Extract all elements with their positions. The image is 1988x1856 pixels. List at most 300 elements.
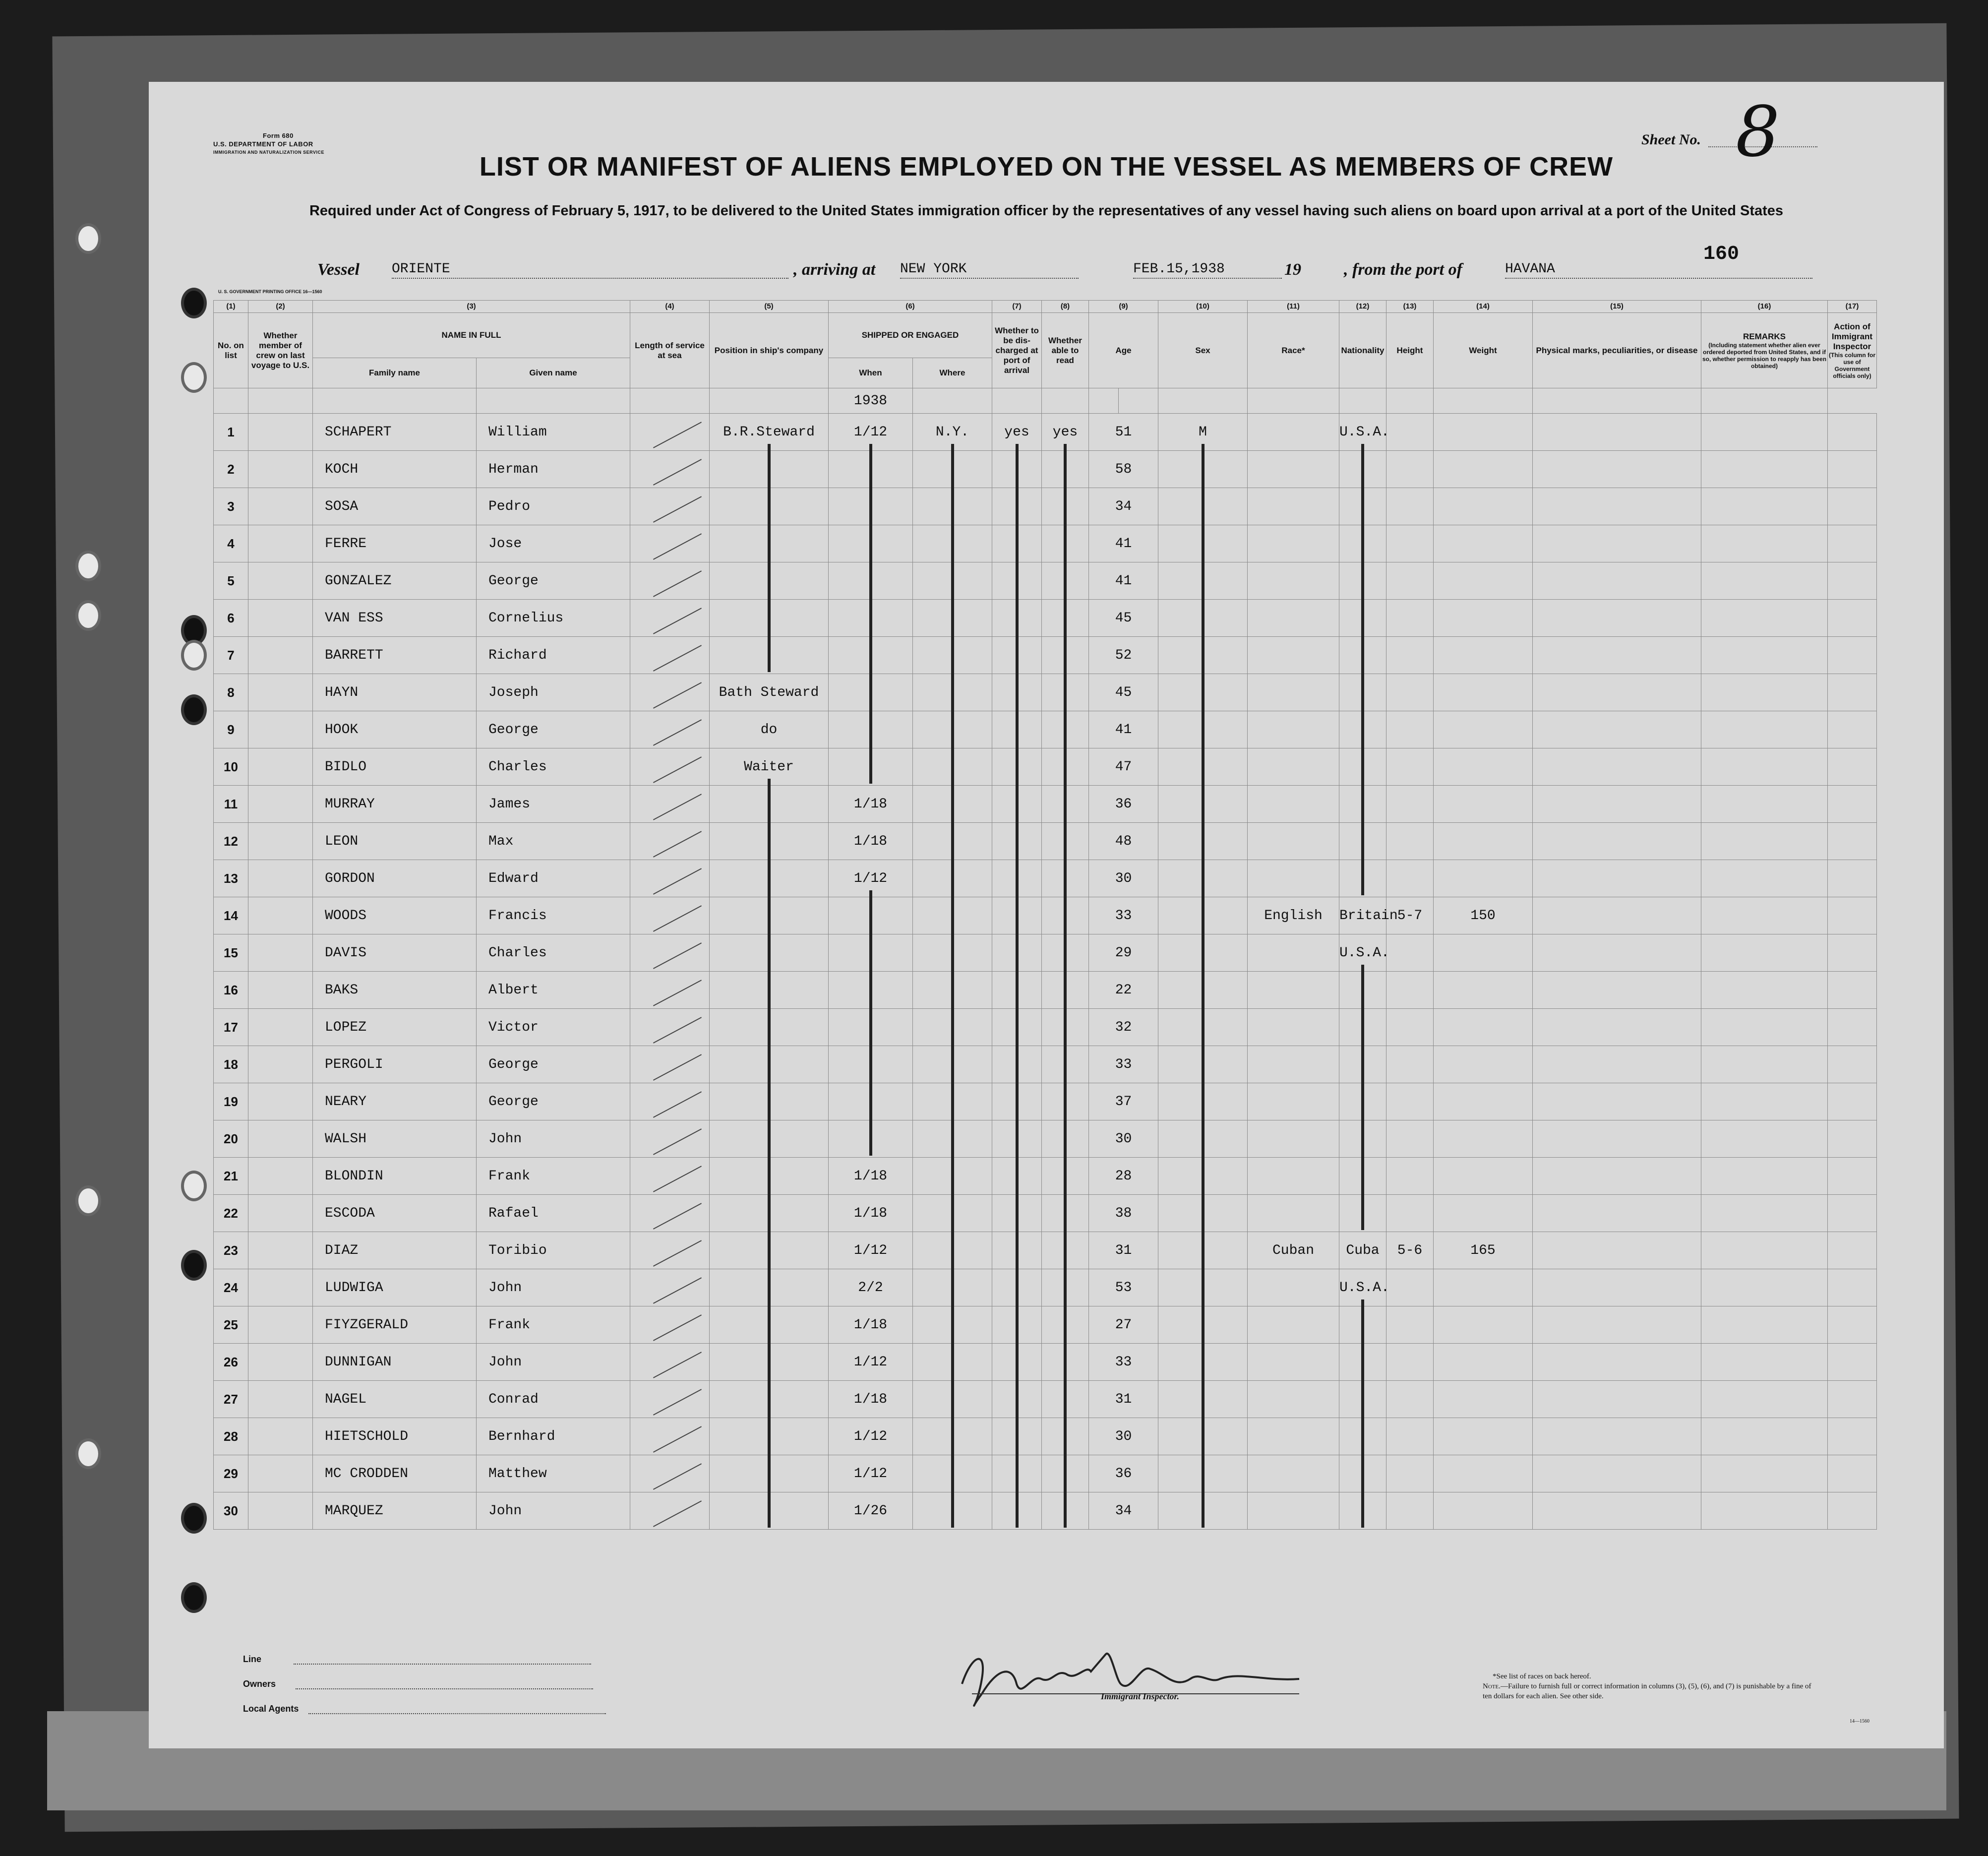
nationality: U.S.A. [1339, 934, 1386, 972]
header-position: Position in ship's company [710, 313, 829, 388]
sheet-no-label: Sheet No. [1641, 131, 1701, 148]
height [1386, 562, 1434, 600]
year-label: 19 [1284, 260, 1301, 279]
weight [1434, 748, 1533, 786]
remarks-cell [1701, 748, 1828, 786]
header-shipped-engaged: SHIPPED OR ENGAGED [829, 313, 992, 358]
race [1248, 1455, 1339, 1492]
action-cell [1828, 823, 1877, 860]
table-row [214, 637, 1877, 674]
sheet-no-value: 8 [1736, 92, 1780, 173]
table-row [214, 414, 1877, 451]
col-num-11: (11) [1248, 301, 1339, 313]
header-height: Height [1386, 313, 1434, 388]
length-service-cell [630, 1120, 710, 1158]
table-row [214, 860, 1877, 897]
position: B.R.Steward [710, 414, 829, 451]
col-num-17: (17) [1828, 301, 1877, 313]
family-name: SCHAPERT [313, 414, 477, 451]
family-name: FERRE [313, 525, 477, 562]
header-family-name: Family name [313, 358, 477, 388]
given-name: Rafael [477, 1195, 630, 1232]
ditto-slash [653, 1166, 702, 1192]
position: Bath Steward [710, 674, 829, 711]
ditto-line-position [768, 779, 771, 1528]
table-row [214, 674, 1877, 711]
shipped-when: 1/18 [829, 1381, 913, 1418]
header-no-on-list: No. on list [214, 313, 248, 388]
family-name: HOOK [313, 711, 477, 748]
row-number: 27 [214, 1381, 248, 1418]
binder-hole [181, 694, 207, 725]
action-cell [1828, 1306, 1877, 1344]
length-service-cell [630, 1306, 710, 1344]
table-row [214, 748, 1877, 786]
race [1248, 1344, 1339, 1381]
physical-marks-cell [1533, 414, 1701, 451]
height [1386, 1269, 1434, 1306]
weight [1434, 972, 1533, 1009]
physical-marks-cell [1533, 972, 1701, 1009]
age: 58 [1089, 451, 1158, 488]
given-name: Max [477, 823, 630, 860]
row-number: 6 [214, 600, 248, 637]
physical-marks-cell [1533, 748, 1701, 786]
col-num-3: (3) [313, 301, 630, 313]
length-service-cell [630, 934, 710, 972]
action-cell [1828, 1158, 1877, 1195]
race [1248, 934, 1339, 972]
height: 5-6 [1386, 1232, 1434, 1269]
age: 51 [1089, 414, 1158, 451]
shipped-when: 1/12 [829, 1344, 913, 1381]
given-name: George [477, 711, 630, 748]
row-number: 22 [214, 1195, 248, 1232]
weight: 165 [1434, 1232, 1533, 1269]
whether-member-cell [248, 1418, 313, 1455]
from-port: HAVANA [1505, 261, 1812, 279]
ditto-slash [653, 1463, 702, 1489]
weight [1434, 1344, 1533, 1381]
family-name: SOSA [313, 488, 477, 525]
row-number: 30 [214, 1492, 248, 1530]
whether-member-cell [248, 1158, 313, 1195]
age: 33 [1089, 897, 1158, 934]
binder-hole [181, 1171, 207, 1201]
header-given-name: Given name [477, 358, 630, 388]
age: 33 [1089, 1046, 1158, 1083]
length-service-cell [630, 562, 710, 600]
given-name: Albert [477, 972, 630, 1009]
height [1386, 1120, 1434, 1158]
physical-marks-cell [1533, 562, 1701, 600]
family-name: DUNNIGAN [313, 1344, 477, 1381]
ditto-slash [653, 533, 702, 559]
race [1248, 823, 1339, 860]
agents-field [308, 1713, 606, 1714]
length-service-cell [630, 897, 710, 934]
given-name: Matthew [477, 1455, 630, 1492]
physical-marks-cell [1533, 823, 1701, 860]
remarks-cell [1701, 488, 1828, 525]
length-service-cell [630, 488, 710, 525]
remarks-cell [1701, 451, 1828, 488]
row-number: 23 [214, 1232, 248, 1269]
action-cell [1828, 1046, 1877, 1083]
age: 37 [1089, 1083, 1158, 1120]
remarks-cell [1701, 1306, 1828, 1344]
length-service-cell [630, 1195, 710, 1232]
whether-member-cell [248, 934, 313, 972]
arrival-date: FEB.15,1938 [1133, 261, 1282, 279]
family-name: MARQUEZ [313, 1492, 477, 1530]
physical-marks-cell [1533, 1418, 1701, 1455]
line-field [294, 1664, 591, 1665]
age: 28 [1089, 1158, 1158, 1195]
col-num-1: (1) [214, 301, 248, 313]
ditto-slash [653, 1389, 702, 1415]
year-note: 1938 [829, 388, 913, 414]
row-number: 4 [214, 525, 248, 562]
length-service-cell [630, 1009, 710, 1046]
whether-member-cell [248, 525, 313, 562]
physical-marks-cell [1533, 1120, 1701, 1158]
action-cell [1828, 1381, 1877, 1418]
race [1248, 1009, 1339, 1046]
weight [1434, 1455, 1533, 1492]
weight [1434, 1306, 1533, 1344]
row-number: 13 [214, 860, 248, 897]
weight [1434, 562, 1533, 600]
row-number: 24 [214, 1269, 248, 1306]
to-be-discharged: yes [992, 414, 1042, 451]
action-title: Action of Immigrant Inspector [1831, 321, 1873, 351]
binder-hole [181, 1503, 207, 1534]
row-number: 7 [214, 637, 248, 674]
family-name: BIDLO [313, 748, 477, 786]
header-sex: Sex [1158, 313, 1248, 388]
given-name: George [477, 562, 630, 600]
ditto-line-nationality [1361, 1299, 1364, 1528]
age: 34 [1089, 1492, 1158, 1530]
action-cell [1828, 562, 1877, 600]
binder-hole [181, 640, 207, 671]
family-name: DAVIS [313, 934, 477, 972]
length-service-cell [630, 1158, 710, 1195]
age: 36 [1089, 786, 1158, 823]
physical-marks-cell [1533, 1492, 1701, 1530]
whether-member-cell [248, 1083, 313, 1120]
length-service-cell [630, 1492, 710, 1530]
weight [1434, 1046, 1533, 1083]
remarks-cell [1701, 972, 1828, 1009]
remarks-cell [1701, 1158, 1828, 1195]
table-row [214, 711, 1877, 748]
weight [1434, 637, 1533, 674]
remarks-cell [1701, 1418, 1828, 1455]
remarks-title: REMARKS [1743, 331, 1786, 341]
height [1386, 823, 1434, 860]
length-service-cell [630, 1455, 710, 1492]
ditto-line-read [1064, 444, 1067, 1528]
header-name-in-full: NAME IN FULL [313, 313, 630, 358]
table-row [214, 1046, 1877, 1083]
whether-member-cell [248, 1492, 313, 1530]
row-number: 16 [214, 972, 248, 1009]
age: 45 [1089, 600, 1158, 637]
action-cell [1828, 1120, 1877, 1158]
length-service-cell [630, 1344, 710, 1381]
table-row [214, 1120, 1877, 1158]
family-name: BAKS [313, 972, 477, 1009]
physical-marks-cell [1533, 1232, 1701, 1269]
ditto-line-nationality [1361, 444, 1364, 895]
col-num-7: (7) [992, 301, 1042, 313]
col-num-10: (10) [1158, 301, 1248, 313]
ditto-line-position [768, 444, 771, 672]
height: 5-7 [1386, 897, 1434, 934]
family-name: FIYZGERALD [313, 1306, 477, 1344]
table-row [214, 786, 1877, 823]
ditto-slash [653, 905, 702, 931]
header-age: Age [1089, 313, 1158, 388]
length-service-cell [630, 786, 710, 823]
shipped-when: 1/18 [829, 823, 913, 860]
table-row [214, 897, 1877, 934]
age: 31 [1089, 1232, 1158, 1269]
agents-label: Local Agents [243, 1704, 299, 1714]
age: 22 [1089, 972, 1158, 1009]
action-cell [1828, 488, 1877, 525]
col-num-4: (4) [630, 301, 710, 313]
row-number: 9 [214, 711, 248, 748]
row-number: 5 [214, 562, 248, 600]
sex: M [1158, 414, 1248, 451]
col-num-2: (2) [248, 301, 313, 313]
binder-hole [75, 600, 101, 631]
ditto-slash [653, 942, 702, 969]
remarks-cell [1701, 525, 1828, 562]
ditto-line-where [951, 444, 954, 1528]
table-row [214, 1232, 1877, 1269]
shipped-when: 1/12 [829, 1232, 913, 1269]
height [1386, 488, 1434, 525]
race [1248, 1269, 1339, 1306]
remarks-cell [1701, 674, 1828, 711]
given-name: Herman [477, 451, 630, 488]
shipped-when: 1/12 [829, 414, 913, 451]
ditto-line-when [869, 890, 872, 1156]
remarks-cell [1701, 1009, 1828, 1046]
weight [1434, 1120, 1533, 1158]
gov-printing-note: U. S. GOVERNMENT PRINTING OFFICE 16—1560 [218, 289, 322, 294]
table-row [214, 451, 1877, 488]
shipped-when: 1/12 [829, 1418, 913, 1455]
action-cell [1828, 1083, 1877, 1120]
ditto-slash [653, 422, 702, 448]
family-name: LOPEZ [313, 1009, 477, 1046]
physical-marks-cell [1533, 1158, 1701, 1195]
row-number: 1 [214, 414, 248, 451]
ditto-slash [653, 1203, 702, 1229]
table-row [214, 934, 1877, 972]
col-num-8: (8) [1042, 301, 1089, 313]
family-name: KOCH [313, 451, 477, 488]
weight [1434, 1418, 1533, 1455]
action-cell [1828, 451, 1877, 488]
header-race: Race* [1248, 313, 1339, 388]
race [1248, 1083, 1339, 1120]
col-num-15: (15) [1533, 301, 1701, 313]
length-service-cell [630, 674, 710, 711]
race [1248, 1046, 1339, 1083]
table-row [214, 1083, 1877, 1120]
physical-marks-cell [1533, 1381, 1701, 1418]
action-cell [1828, 748, 1877, 786]
ditto-slash [653, 1054, 702, 1080]
action-cell [1828, 1492, 1877, 1530]
action-cell [1828, 600, 1877, 637]
given-name: John [477, 1120, 630, 1158]
nationality: U.S.A. [1339, 1269, 1386, 1306]
action-cell [1828, 414, 1877, 451]
footer-agents-row [243, 1704, 606, 1714]
binder-hole [181, 288, 207, 318]
given-name: Cornelius [477, 600, 630, 637]
given-name: William [477, 414, 630, 451]
height [1386, 711, 1434, 748]
ditto-slash [653, 1240, 702, 1266]
ditto-line-discharged [1016, 444, 1019, 1528]
given-name: Frank [477, 1158, 630, 1195]
given-name: James [477, 786, 630, 823]
race [1248, 711, 1339, 748]
header-whether-member: Whether member of crew on last voyage to U.S. [248, 313, 313, 388]
race [1248, 600, 1339, 637]
age: 31 [1089, 1381, 1158, 1418]
physical-marks-cell [1533, 600, 1701, 637]
length-service-cell [630, 1381, 710, 1418]
weight [1434, 1381, 1533, 1418]
table-row [214, 600, 1877, 637]
family-name: LUDWIGA [313, 1269, 477, 1306]
height [1386, 1046, 1434, 1083]
weight [1434, 711, 1533, 748]
whether-member-cell [248, 1381, 313, 1418]
col-num-12: (12) [1339, 301, 1386, 313]
age: 30 [1089, 1418, 1158, 1455]
shipped-when: 1/18 [829, 1195, 913, 1232]
remarks-cell [1701, 711, 1828, 748]
col-num-9: (9) [1089, 301, 1158, 313]
given-name: Pedro [477, 488, 630, 525]
age: 32 [1089, 1009, 1158, 1046]
header-whether-read: Whether able to read [1042, 313, 1089, 388]
remarks-cell [1701, 1120, 1828, 1158]
row-number: 19 [214, 1083, 248, 1120]
ditto-slash [653, 980, 702, 1006]
footer-line-row [243, 1654, 591, 1665]
race [1248, 1381, 1339, 1418]
family-name: HIETSCHOLD [313, 1418, 477, 1455]
physical-marks-cell [1533, 1083, 1701, 1120]
ditto-slash [653, 794, 702, 820]
binder-hole [75, 223, 101, 254]
footer-note [1483, 1671, 1820, 1701]
ditto-slash [653, 645, 702, 671]
race [1248, 748, 1339, 786]
height [1386, 600, 1434, 637]
table-row [214, 1306, 1877, 1344]
note-text: Failure to furnish full or correct information in columns (3), (5), (6), and (7) is punishable by a fine of ten dollars for each alien. See other side. [1483, 1682, 1811, 1700]
shipped-when: 1/18 [829, 1306, 913, 1344]
action-cell [1828, 786, 1877, 823]
family-name: BARRETT [313, 637, 477, 674]
height [1386, 748, 1434, 786]
race [1248, 488, 1339, 525]
age: 47 [1089, 748, 1158, 786]
given-name: Francis [477, 897, 630, 934]
given-name: Toribio [477, 1232, 630, 1269]
binder-hole [181, 1250, 207, 1281]
note-label: Note.— [1483, 1682, 1508, 1690]
position: Waiter [710, 748, 829, 786]
whether-member-cell [248, 1269, 313, 1306]
ditto-slash [653, 868, 702, 894]
family-name: MURRAY [313, 786, 477, 823]
length-service-cell [630, 823, 710, 860]
physical-marks-cell [1533, 451, 1701, 488]
binder-hole [181, 1582, 207, 1613]
header-where: Where [913, 358, 992, 388]
remarks-cell [1701, 1083, 1828, 1120]
remarks-cell [1701, 562, 1828, 600]
height [1386, 1492, 1434, 1530]
whether-member-cell [248, 823, 313, 860]
crew-grid [213, 300, 1877, 1530]
height [1386, 525, 1434, 562]
row-number: 25 [214, 1306, 248, 1344]
ditto-slash [653, 1277, 702, 1303]
given-name: John [477, 1344, 630, 1381]
manifest-sheet [149, 82, 1944, 1748]
given-name: Bernhard [477, 1418, 630, 1455]
given-name: Charles [477, 934, 630, 972]
header-action [1828, 313, 1877, 388]
nationality: Cuba [1339, 1232, 1386, 1269]
physical-marks-cell [1533, 488, 1701, 525]
binder-hole [75, 1185, 101, 1216]
ditto-slash [653, 831, 702, 857]
ditto-slash [653, 459, 702, 485]
action-cell [1828, 897, 1877, 934]
whether-member-cell [248, 600, 313, 637]
able-to-read: yes [1042, 414, 1089, 451]
length-service-cell [630, 860, 710, 897]
height [1386, 1158, 1434, 1195]
row-number: 21 [214, 1158, 248, 1195]
length-service-cell [630, 972, 710, 1009]
height [1386, 860, 1434, 897]
race [1248, 1195, 1339, 1232]
physical-marks-cell [1533, 786, 1701, 823]
remarks-cell [1701, 414, 1828, 451]
row-number: 20 [214, 1120, 248, 1158]
whether-member-cell [248, 897, 313, 934]
given-name: Charles [477, 748, 630, 786]
action-cell [1828, 934, 1877, 972]
races-note: *See list of races on back hereof. [1493, 1672, 1591, 1680]
